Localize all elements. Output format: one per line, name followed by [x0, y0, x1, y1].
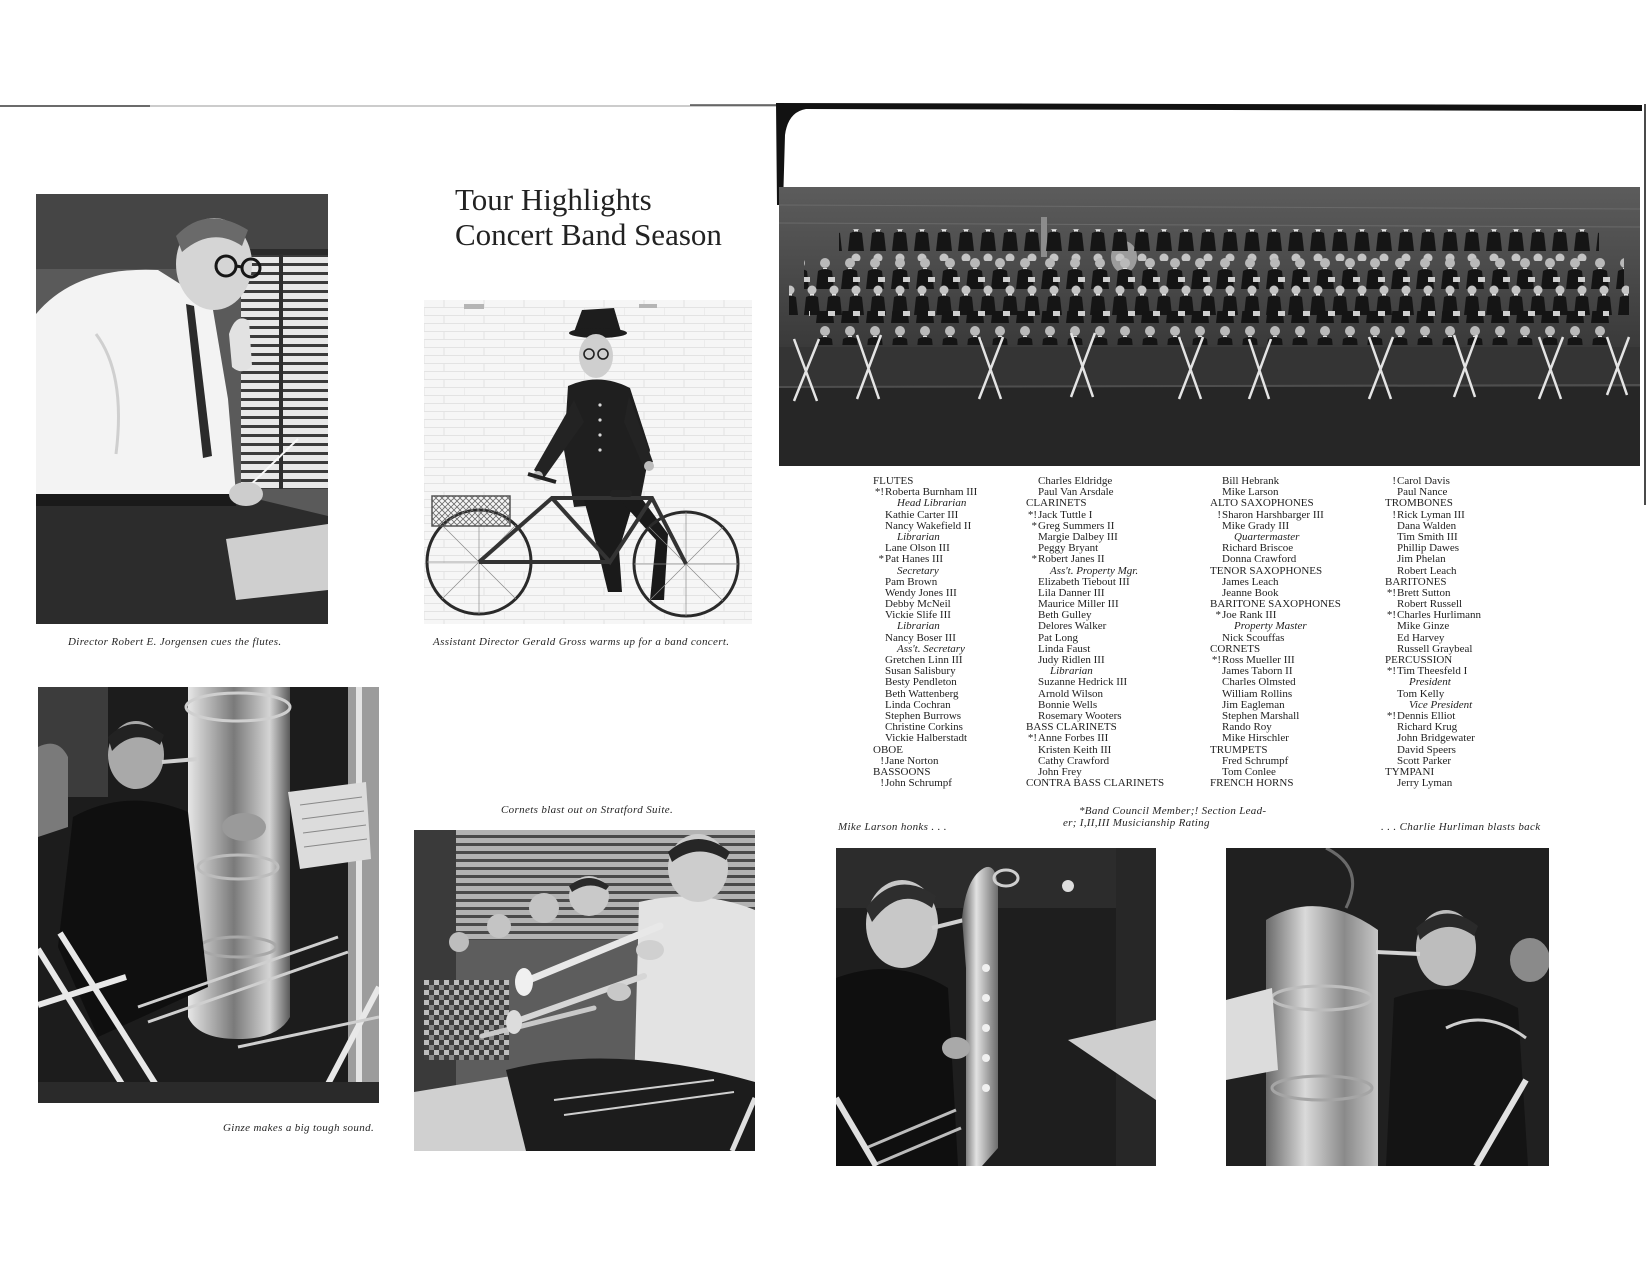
roster-officer-role: Property Master: [1234, 620, 1307, 633]
roster-member-name: James Taborn II: [1222, 665, 1293, 678]
roster-member-marker: !: [1392, 508, 1396, 521]
roster-section-heading: TENOR SAXOPHONES: [1210, 564, 1323, 577]
photo-ginze-tuba: [38, 687, 379, 1103]
roster-member-name: Dana Walden: [1397, 519, 1457, 532]
roster-officer-role: Ass't. Secretary: [897, 642, 965, 655]
roster-member-name: Mike Grady III: [1222, 519, 1290, 532]
roster-member-name: Paul Van Arsdale: [1038, 486, 1114, 499]
roster-member-marker: *!: [874, 486, 884, 499]
roster-member-name: Lane Olson III: [885, 542, 950, 555]
caption-ginze: Ginze makes a big tough sound.: [223, 1122, 375, 1134]
roster-officer-role: Librarian: [897, 530, 940, 543]
roster-member-marker: *: [878, 553, 884, 566]
photo-charlie-hurliman-tuba: [1226, 848, 1549, 1166]
roster-member: [1210, 733, 1341, 744]
roster-member-name: Pat Hanes III: [885, 553, 944, 566]
roster-member-name: Robert Leach: [1397, 564, 1457, 577]
roster-section-heading: BASS CLARINETS: [1026, 721, 1117, 734]
roster-officer-role: Ass't. Property Mgr.: [1050, 564, 1139, 577]
caption-director: Director Robert E. Jorgensen cues the flutes.: [68, 636, 282, 648]
roster-member-name: Vickie Slife III: [885, 609, 951, 622]
roster-member-name: Pam Brown: [885, 575, 938, 588]
roster-member-name: Nancy Boser III: [885, 631, 956, 644]
roster-member-name: Ed Harvey: [1397, 631, 1445, 644]
roster-member-name: Richard Briscoe: [1222, 542, 1294, 555]
roster-section-heading: ALTO SAXOPHONES: [1210, 497, 1314, 510]
roster-member-name: John Bridgewater: [1397, 732, 1475, 745]
roster-section-heading: CONTRA BASS CLARINETS: [1026, 777, 1165, 790]
roster-member-name: Dennis Elliot: [1397, 709, 1456, 722]
footnote-line-2: er; I,II,III Musicianship Rating: [1063, 817, 1210, 829]
roster-member: [1026, 655, 1164, 666]
roster-member-name: Nancy Wakefield II: [885, 519, 972, 532]
roster-member-name: Phillip Dawes: [1397, 542, 1460, 555]
roster-member-name: Robert Russell: [1397, 598, 1463, 611]
roster-member-name: Carol Davis: [1397, 475, 1450, 487]
roster-member-name: Wendy Jones III: [885, 586, 957, 599]
roster-member-name: Brett Sutton: [1397, 586, 1451, 599]
roster-section-heading: PERCUSSION: [1385, 654, 1453, 666]
roster-member-name: Tom Kelly: [1397, 687, 1445, 700]
roster-member-name: John Frey: [1038, 765, 1082, 778]
photo-concert-band-group: [779, 187, 1640, 466]
roster-member-name: Susan Salisbury: [885, 665, 956, 678]
roster-section-heading: CORNETS: [1210, 642, 1261, 655]
roster-member: [873, 778, 977, 789]
roster-member-name: Rosemary Wooters: [1038, 709, 1122, 722]
caption-hurliman: . . . Charlie Hurliman blasts back: [1381, 821, 1541, 833]
roster-section-heading: TYMPANI: [1385, 765, 1435, 778]
roster-member-name: Judy Ridlen III: [1038, 654, 1105, 666]
roster-member-marker: *!: [1386, 586, 1396, 599]
roster-member: [873, 554, 977, 565]
caption-cornets: Cornets blast out on Stratford Suite.: [501, 804, 674, 816]
roster-member-name: Bill Hebrank: [1222, 475, 1280, 487]
roster-column-1: [873, 476, 977, 789]
roster-officer-role: President: [1409, 676, 1451, 689]
roster-section-heading: BARITONES: [1385, 575, 1447, 588]
roster-member-name: Debby McNeil: [885, 598, 951, 611]
photo-mike-larson-saxophone: [836, 848, 1156, 1166]
roster-section-heading: OBOE: [873, 743, 903, 756]
roster-member-name: Russell Graybeal: [1397, 642, 1473, 655]
roster-section-heading: CLARINETS: [1026, 497, 1087, 510]
roster-member-name: Arnold Wilson: [1038, 687, 1104, 700]
roster-member: [1026, 554, 1164, 565]
roster-officer-role: Vice President: [1409, 698, 1473, 711]
photo-assistant-director: [424, 300, 752, 624]
roster-officer-role: Secretary: [897, 564, 939, 577]
roster-member-name: Margie Dalbey III: [1038, 530, 1118, 543]
roster-column-3: [1210, 476, 1341, 789]
caption-larson: Mike Larson honks . . .: [838, 821, 947, 833]
roster-member-name: Gretchen Linn III: [885, 654, 963, 666]
roster-member-name: Linda Faust: [1038, 642, 1091, 655]
roster-officer-role: Quartermaster: [1234, 530, 1300, 543]
roster-member-name: Pat Long: [1038, 631, 1079, 644]
roster-member-name: Jack Tuttle I: [1038, 508, 1093, 521]
roster-member-name: Roberta Burnham III: [885, 486, 978, 499]
roster-member-marker: !: [1392, 475, 1396, 487]
roster-member: [1385, 566, 1481, 577]
roster-member-name: Stephen Marshall: [1222, 709, 1300, 722]
roster-member-name: Joe Rank III: [1222, 609, 1277, 622]
roster-member-name: Jim Eagleman: [1222, 698, 1285, 711]
caption-assistant-director: Assistant Director Gerald Gross warms up for a band concert.: [433, 636, 730, 648]
roster-member-name: Rick Lyman III: [1397, 508, 1465, 521]
roster-member-name: Delores Walker: [1038, 620, 1107, 633]
roster-member-marker: *: [1215, 609, 1221, 622]
roster-member: [1210, 554, 1341, 565]
roster-member-name: Nick Scouffas: [1222, 631, 1285, 644]
roster-member-name: Charles Hurlimann: [1397, 609, 1482, 622]
title-line-1: Tour Highlights: [455, 182, 652, 217]
roster-member-name: Linda Cochran: [885, 698, 951, 711]
roster-member-name: Richard Krug: [1397, 721, 1458, 734]
roster-column-2: [1026, 476, 1164, 789]
roster-member-name: Jane Norton: [885, 754, 939, 767]
roster-member-name: Bonnie Wells: [1038, 698, 1098, 711]
roster-member-marker: *!: [1386, 665, 1396, 678]
roster-officer-role: Librarian: [897, 620, 940, 633]
roster-member-name: Kristen Keith III: [1038, 743, 1112, 756]
roster-member-name: Besty Pendleton: [885, 676, 957, 689]
roster-member-name: Sharon Harshbarger III: [1222, 508, 1324, 521]
page-title: [455, 182, 722, 252]
roster-member-name: Maurice Miller III: [1038, 598, 1119, 611]
title-line-2: Concert Band Season: [455, 217, 722, 252]
roster-member-marker: *!: [1211, 654, 1221, 666]
roster-member-name: Charles Eldridge: [1038, 475, 1113, 487]
roster-member-name: David Speers: [1397, 743, 1456, 756]
roster-member-name: Jeanne Book: [1222, 586, 1279, 599]
roster-member-name: Mike Hirschler: [1222, 732, 1289, 745]
roster-member-name: Beth Gulley: [1038, 609, 1092, 622]
roster-member-name: William Rollins: [1222, 687, 1293, 700]
roster-member-marker: *: [1031, 519, 1037, 532]
roster-member-name: Mike Larson: [1222, 486, 1279, 499]
roster-member-name: Ross Mueller III: [1222, 654, 1295, 666]
roster-member-name: Charles Olmsted: [1222, 676, 1296, 689]
roster-member-marker: *!: [1027, 732, 1037, 745]
roster-section-heading: FRENCH HORNS: [1210, 777, 1294, 790]
roster-section-heading: FLUTES: [873, 475, 914, 487]
roster-member-name: Cathy Crawford: [1038, 754, 1110, 767]
roster-member-name: Lila Danner III: [1038, 586, 1105, 599]
roster-section-heading: TRUMPETS: [1210, 743, 1268, 756]
roster-member-name: Mike Ginze: [1397, 620, 1450, 633]
roster-officer-role: Librarian: [1050, 665, 1093, 678]
roster-member: [873, 733, 977, 744]
roster-member-name: Tom Conlee: [1222, 765, 1276, 778]
roster-member-name: John Schrumpf: [885, 777, 952, 790]
roster-member: [1385, 778, 1481, 789]
roster-column-4: [1385, 476, 1481, 789]
roster-member-name: Greg Summers II: [1038, 519, 1115, 532]
roster-member-name: Jerry Lyman: [1397, 777, 1453, 790]
roster-member-marker: *!: [1386, 709, 1396, 722]
roster-member-marker: !: [880, 777, 884, 790]
roster-member-name: Vickie Halberstadt: [885, 732, 968, 745]
roster-member-name: Tim Theesfeld I: [1397, 665, 1468, 678]
roster-member-marker: *!: [1386, 609, 1396, 622]
roster-section-heading: BASSOONS: [873, 765, 931, 778]
roster-member-name: Anne Forbes III: [1038, 732, 1109, 745]
roster-member-name: Elizabeth Tiebout III: [1038, 575, 1130, 588]
roster-member-marker: *: [1031, 553, 1037, 566]
roster-member-name: Christine Corkins: [885, 721, 963, 734]
roster-member-marker: *!: [1027, 508, 1037, 521]
roster-member-name: Fred Schrumpf: [1222, 754, 1289, 767]
roster-member-name: Kathie Carter III: [885, 508, 959, 521]
roster-footnote: [1063, 805, 1266, 829]
roster-member-marker: !: [880, 754, 884, 767]
footnote-line-1: *Band Council Member;! Section Lead-: [1079, 805, 1267, 817]
roster-member-name: Jim Phelan: [1397, 553, 1446, 566]
roster-section-heading: BARITONE SAXOPHONES: [1210, 598, 1341, 611]
roster-member-name: Peggy Bryant: [1038, 542, 1099, 555]
roster-member-name: Stephen Burrows: [885, 709, 962, 722]
roster-section-heading: TROMBONES: [1385, 497, 1453, 510]
roster-officer-role: Head Librarian: [897, 497, 967, 510]
roster-member-name: Paul Nance: [1397, 486, 1448, 499]
photo-cornets: [414, 830, 755, 1151]
roster-member-name: Donna Crawford: [1222, 553, 1297, 566]
roster-member-name: Robert Janes II: [1038, 553, 1105, 566]
roster-member-name: Scott Parker: [1397, 754, 1452, 767]
roster-member-name: Beth Wattenberg: [885, 687, 959, 700]
roster-member-name: Tim Smith III: [1397, 530, 1458, 543]
roster-member-marker: !: [1217, 508, 1221, 521]
photo-director: [36, 194, 328, 624]
roster-member-name: Suzanne Hedrick III: [1038, 676, 1128, 689]
roster-member-name: Rando Roy: [1222, 721, 1272, 734]
roster-member-name: James Leach: [1222, 575, 1279, 588]
